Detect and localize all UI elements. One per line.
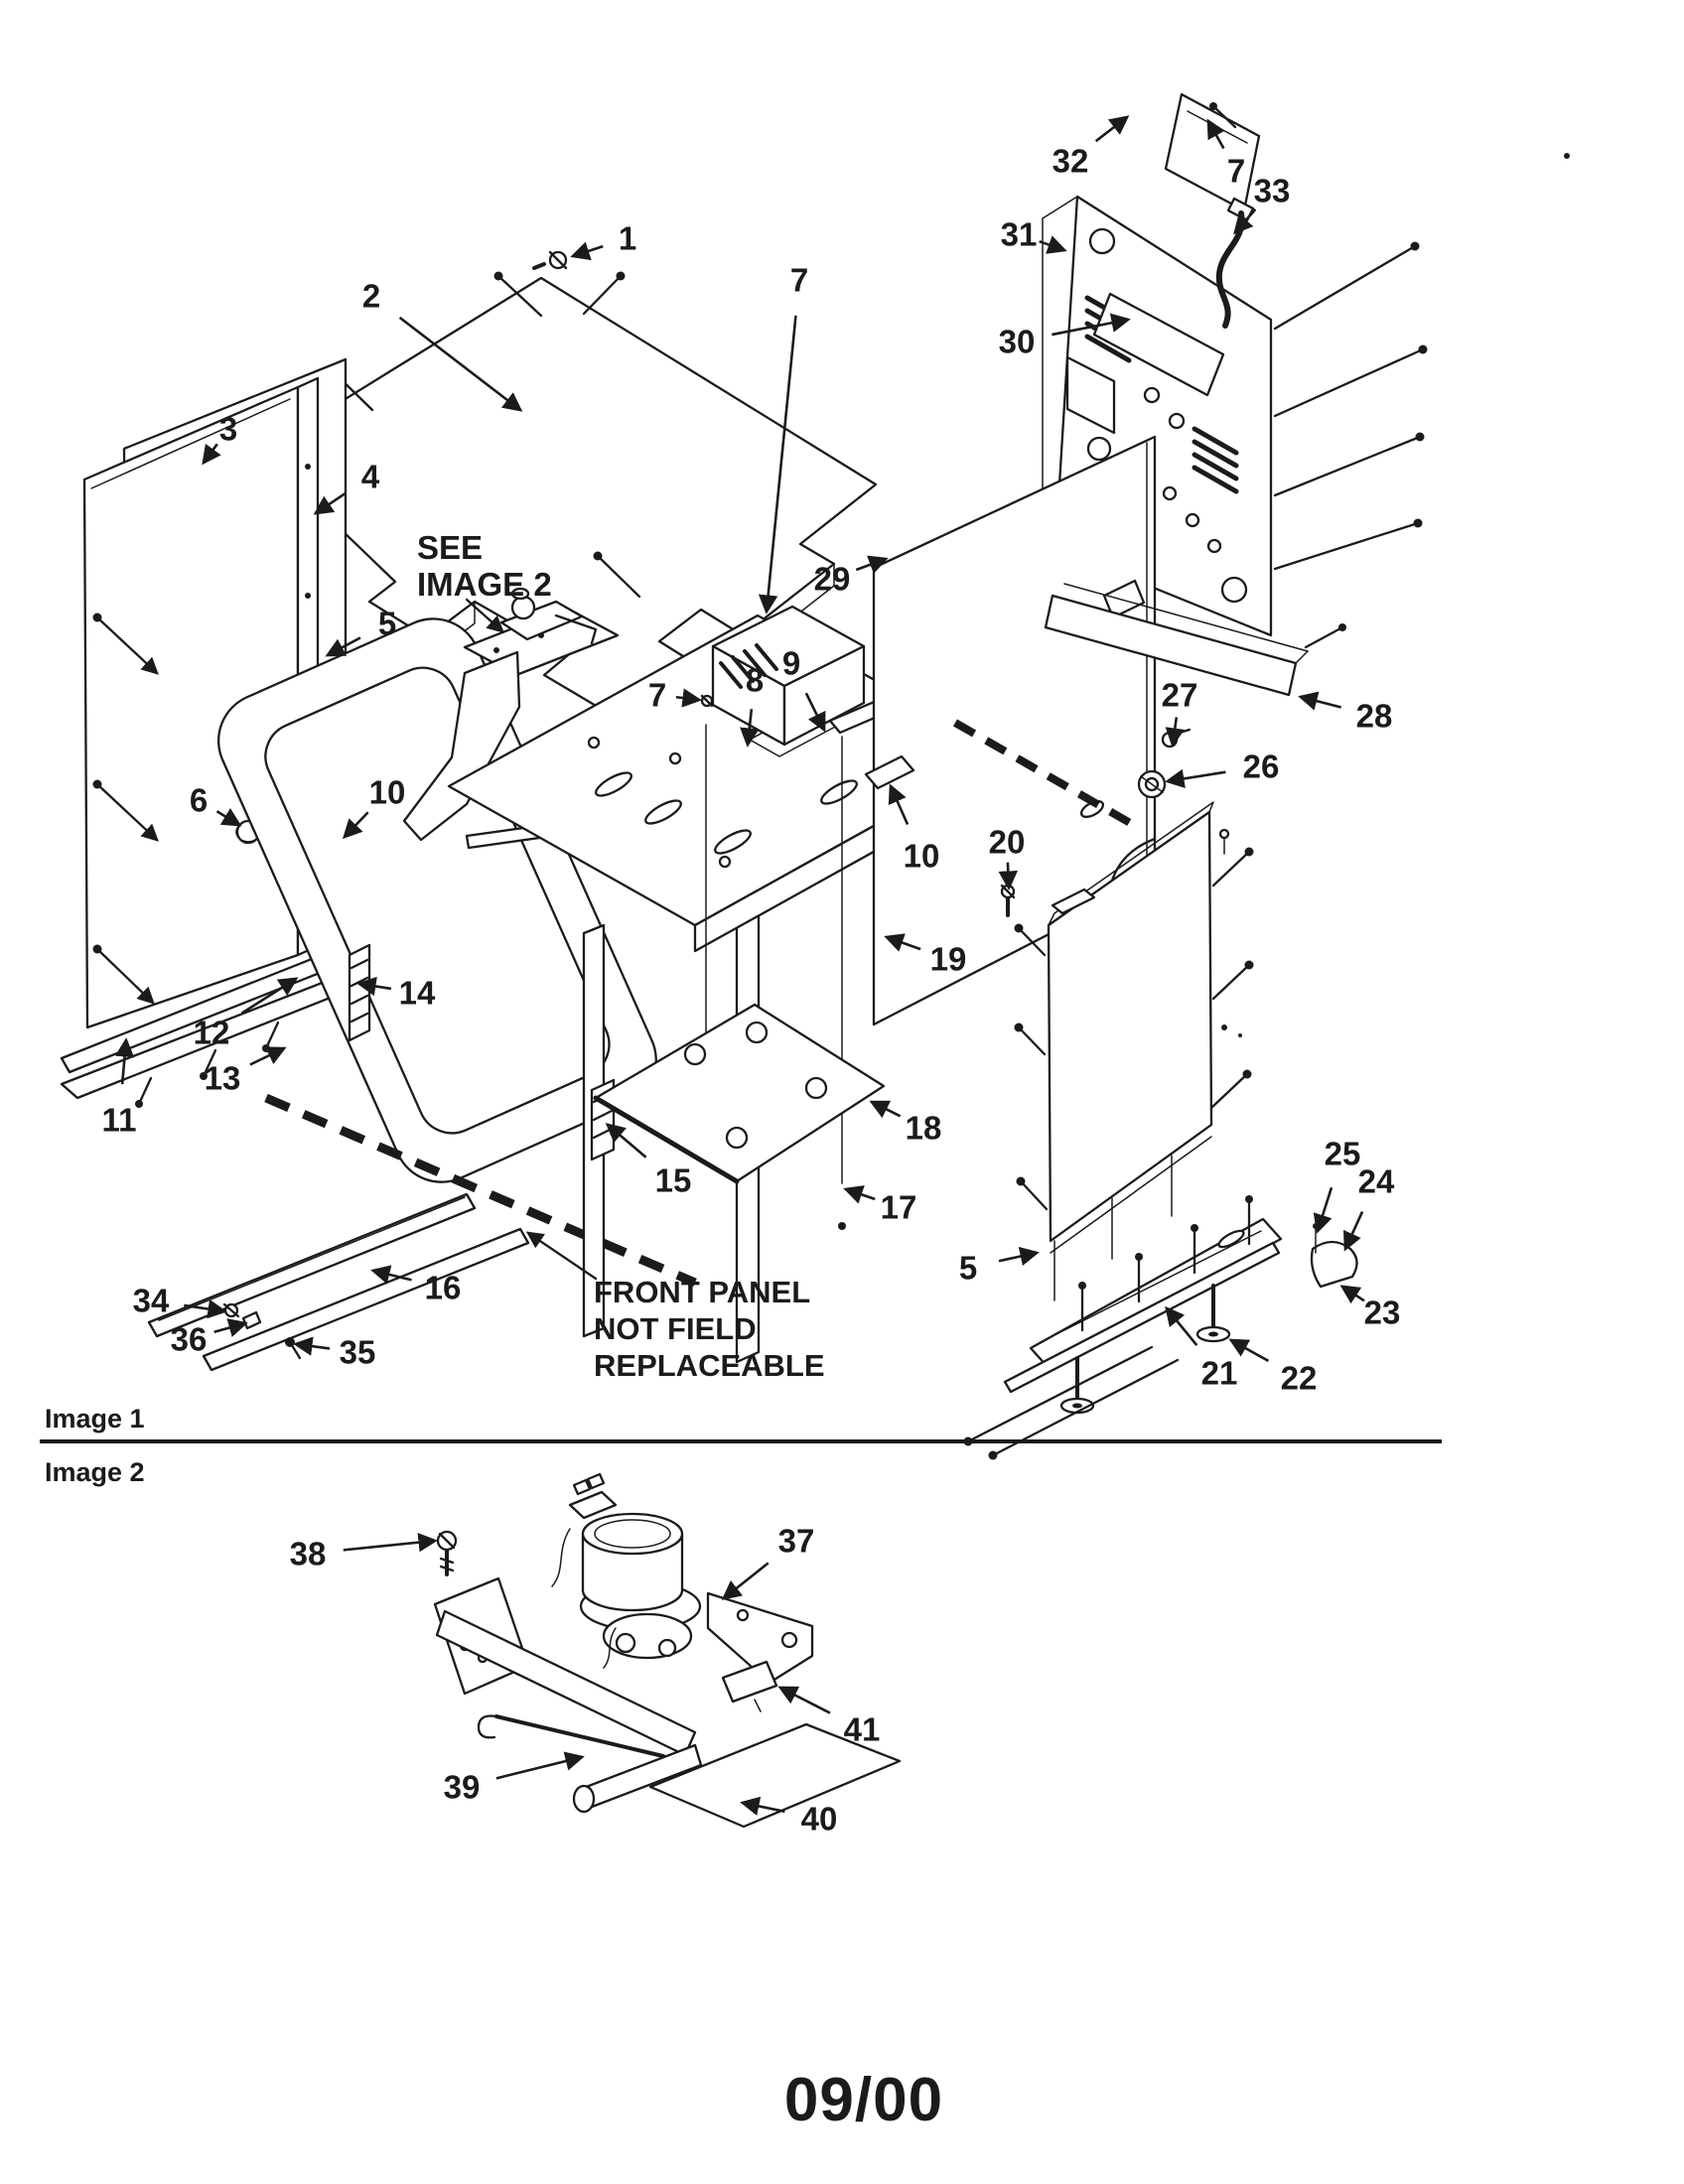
callout-2: 2 (361, 277, 381, 315)
callout-20: 20 (988, 823, 1026, 861)
image2-section-label: Image 2 (45, 1457, 145, 1487)
switch-part41 (723, 1662, 776, 1702)
callout-28: 28 (1355, 697, 1393, 735)
callout-7: 7 (789, 261, 809, 299)
front-note-line2: NOT FIELD (594, 1311, 757, 1346)
callout-5: 5 (377, 605, 397, 642)
callout-29: 29 (813, 560, 851, 598)
screw-part1 (534, 252, 566, 268)
callout-8: 8 (745, 661, 765, 699)
leader-5 (999, 1253, 1037, 1261)
image2-gas-valve-assembly (435, 1474, 900, 1827)
leader-36 (214, 1323, 245, 1332)
callout-10: 10 (903, 837, 940, 875)
leader-18 (872, 1102, 901, 1116)
callout-33: 33 (1253, 172, 1291, 209)
leader-17 (846, 1189, 875, 1199)
leader-25 (1318, 1187, 1332, 1231)
callout-12: 12 (193, 1014, 230, 1051)
callout-26: 26 (1242, 748, 1280, 785)
leader-1 (573, 246, 603, 256)
callout-15: 15 (654, 1161, 692, 1199)
revision-date-code: 09/00 (783, 2066, 944, 2134)
callout-9: 9 (781, 644, 801, 682)
callout-32: 32 (1052, 142, 1089, 180)
rod-part17-tip (838, 1222, 846, 1230)
callout-7: 7 (647, 676, 667, 714)
leader-37 (724, 1563, 769, 1598)
cover-plate-part32 (1166, 94, 1259, 210)
leader-23 (1342, 1287, 1364, 1300)
valve-body (604, 1614, 691, 1658)
front-note-line1: FRONT PANEL (594, 1275, 811, 1309)
grommet-part26 (1139, 771, 1165, 797)
callout-5: 5 (958, 1249, 978, 1287)
callout-35: 35 (339, 1333, 376, 1371)
leader-24 (1345, 1212, 1362, 1249)
leader-26 (1168, 772, 1225, 781)
callout-3: 3 (218, 410, 238, 448)
callout-6: 6 (189, 781, 209, 819)
callout-16: 16 (424, 1269, 462, 1306)
callout-30: 30 (998, 323, 1036, 360)
regulator-cylinder (583, 1514, 682, 1610)
callout-4: 4 (360, 458, 380, 495)
terminal-block (570, 1474, 616, 1518)
callout-18: 18 (905, 1109, 942, 1147)
callout-10: 10 (368, 773, 406, 811)
callout-24: 24 (1357, 1162, 1395, 1200)
see-note-line1: SEE (417, 529, 484, 566)
callout-23: 23 (1363, 1294, 1401, 1331)
bracket-part14 (350, 945, 369, 1040)
callout-14: 14 (398, 974, 436, 1012)
callout-27: 27 (1161, 676, 1198, 714)
callout-19: 19 (929, 940, 967, 978)
front-panel-note (594, 1274, 825, 1384)
callout-34: 34 (132, 1282, 170, 1319)
leader-38 (344, 1541, 435, 1550)
leader-41 (780, 1688, 830, 1713)
screw-part38 (438, 1532, 456, 1574)
callout-36: 36 (170, 1320, 208, 1358)
callout-41: 41 (843, 1710, 881, 1748)
callout-38: 38 (289, 1535, 327, 1572)
front-note-line3: REPLACEABLE (594, 1348, 825, 1383)
callout-1: 1 (618, 219, 637, 257)
image1-section-label: Image 1 (45, 1404, 145, 1433)
callout-39: 39 (443, 1768, 481, 1806)
callout-40: 40 (800, 1800, 838, 1838)
see-image2-note (417, 529, 552, 603)
callout-13: 13 (204, 1059, 241, 1097)
section-divider (40, 1439, 1442, 1443)
callout-17: 17 (880, 1188, 917, 1226)
screw-7 (702, 696, 712, 706)
leader-32 (1096, 117, 1127, 141)
callout-31: 31 (1000, 215, 1038, 253)
nut-part36 (243, 1312, 260, 1328)
callout-25: 25 (1324, 1135, 1361, 1172)
leader-39 (496, 1757, 582, 1778)
callout-37: 37 (777, 1522, 815, 1560)
callout-22: 22 (1280, 1359, 1318, 1397)
callout-11: 11 (101, 1101, 137, 1139)
foot-bracket-23-24 (1312, 1242, 1357, 1287)
leader-35 (296, 1344, 330, 1348)
base-rail-21-25 (964, 1195, 1357, 1460)
leader-20 (1008, 863, 1009, 887)
leader-28 (1301, 697, 1341, 707)
clip-part27 (1163, 730, 1190, 747)
see-note-line2: IMAGE 2 (417, 566, 552, 603)
callout-7: 7 (1226, 152, 1246, 190)
callout-21: 21 (1200, 1354, 1238, 1392)
leader-21 (1167, 1308, 1196, 1345)
